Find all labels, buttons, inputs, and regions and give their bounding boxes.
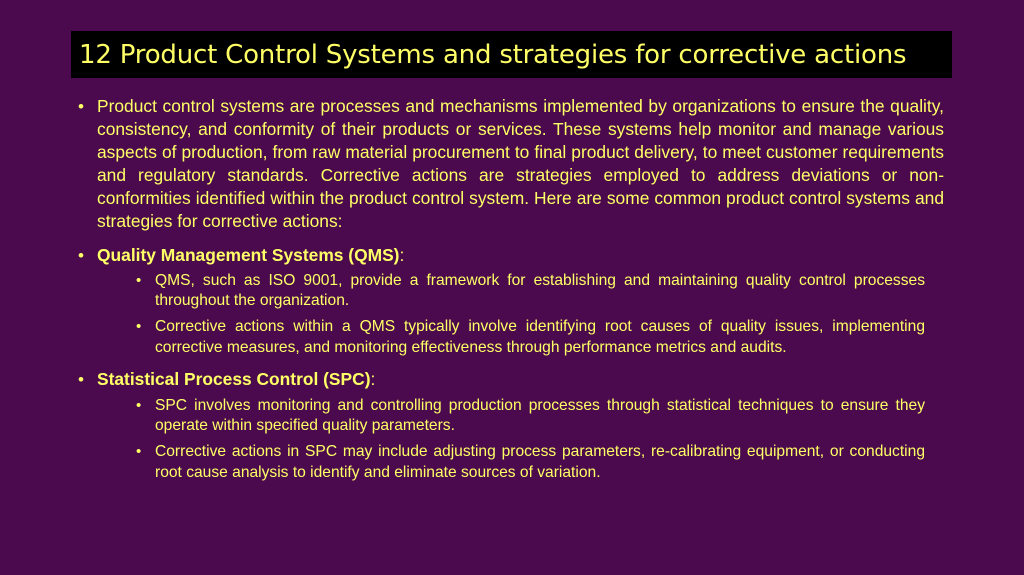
list-item-text: QMS, such as ISO 9001, provide a framework for establishing and maintaining quality control processes throughout the organization.: [155, 271, 925, 310]
list-item-text: Corrective actions in SPC may include adjusting process parameters, re-calibrating equipment, or conducting root cause analysis to identify and eliminate sources of variation.: [155, 442, 925, 481]
list-item: [136, 271, 925, 312]
section-spc-heading: [78, 368, 944, 391]
bullet-icon: •: [136, 442, 142, 460]
heading-colon: :: [399, 244, 405, 265]
list-item: [136, 442, 925, 483]
bullet-icon: •: [136, 396, 142, 414]
heading-colon: :: [370, 369, 376, 390]
list-item: [136, 396, 925, 437]
slide-title: 12 Product Control Systems and strategies for corrective actions: [79, 39, 907, 70]
bullet-icon: •: [136, 318, 142, 336]
intro-text: Product control systems are processes and mechanisms implemented by organizations to ensure the quality, consistency, and conformity of their products or services. These systems help monitor and manage various aspects of production, from raw material procurement to final product delivery, to meet customer requirements and regulatory standards. Corrective actions are strategies employed to address deviations or non-conformities identified within the product control system. Here are some common product control systems and strategies for corrective actions:: [97, 96, 944, 232]
bullet-icon: •: [136, 271, 142, 289]
intro-bullet: [78, 95, 944, 234]
bullet-icon: •: [78, 245, 84, 265]
section-qms-heading: [78, 244, 944, 267]
bullet-icon: •: [78, 97, 84, 116]
section-heading: Statistical Process Control (SPC): [97, 369, 371, 390]
section-heading: Quality Management Systems (QMS): [97, 244, 400, 265]
slide-content: [78, 95, 944, 483]
list-item: [136, 317, 925, 358]
list-item-text: SPC involves monitoring and controlling production processes through statistical techniques to ensure they operate within specified quality parameters.: [155, 396, 925, 435]
bullet-icon: •: [78, 370, 84, 390]
title-box: [71, 31, 952, 78]
list-item-text: Corrective actions within a QMS typically involve identifying root causes of quality issues, implementing corrective measures, and monitoring effectiveness through performance metrics and audits.: [155, 318, 925, 356]
